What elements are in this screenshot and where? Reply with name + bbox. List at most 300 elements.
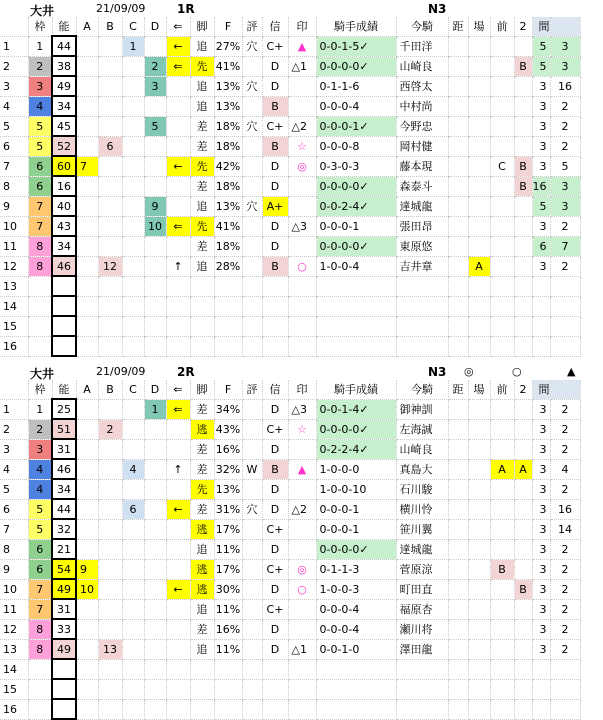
confidence	[262, 699, 288, 719]
prediction-mark: ☆	[288, 419, 316, 439]
rank-d	[144, 419, 166, 439]
running-style: 逃	[190, 519, 214, 539]
distance	[448, 56, 468, 76]
previous	[490, 36, 514, 56]
table-row	[0, 216, 580, 236]
rank-a	[76, 479, 98, 499]
rank-c	[122, 639, 144, 659]
ability-score	[52, 699, 76, 719]
jockey-name: 真島大	[396, 459, 448, 479]
frame-number: 6	[28, 539, 52, 559]
interval-1: 3	[532, 419, 550, 439]
track	[468, 519, 490, 539]
date-label: 21/09/09	[96, 2, 146, 15]
trend-arrow: ⇐	[166, 216, 190, 236]
distance	[448, 659, 468, 679]
race-number-label: 1R	[177, 2, 195, 16]
header-jockey: 今騎	[396, 17, 448, 36]
rank-d	[144, 336, 166, 356]
distance	[448, 76, 468, 96]
interval-1: 3	[532, 559, 550, 579]
front-rate	[214, 276, 242, 296]
rating	[242, 96, 262, 116]
interval-1: 5	[532, 36, 550, 56]
trend-arrow	[166, 559, 190, 579]
jockey-name: 中村尚	[396, 96, 448, 116]
front-rate	[214, 296, 242, 316]
table-row	[0, 136, 580, 156]
row-number: 6	[0, 136, 28, 156]
trend-arrow	[166, 336, 190, 356]
rank-d	[144, 256, 166, 276]
track	[468, 459, 490, 479]
track	[468, 419, 490, 439]
trend-arrow	[166, 679, 190, 699]
ability-score: 38	[52, 56, 76, 76]
header-c: C	[122, 380, 144, 399]
ability-score: 52	[52, 136, 76, 156]
frame-number: 6	[28, 156, 52, 176]
jockey-name: 御神訓	[396, 399, 448, 419]
header-ba: 場	[468, 17, 490, 36]
front-rate: 18%	[214, 176, 242, 196]
entries-table	[0, 380, 581, 720]
distance	[448, 176, 468, 196]
interval-1: 3	[532, 256, 550, 276]
rank-d	[144, 679, 166, 699]
jockey-name: 山崎良	[396, 439, 448, 459]
frame-number: 3	[28, 439, 52, 459]
interval-2: 2	[550, 136, 580, 156]
header-shin: 信	[262, 17, 288, 36]
interval-1: 3	[532, 519, 550, 539]
running-style: 差	[190, 459, 214, 479]
interval-1	[532, 336, 550, 356]
header-record: 騎手成績	[316, 17, 396, 36]
interval-2	[550, 336, 580, 356]
rank-a	[76, 136, 98, 156]
distance	[448, 419, 468, 439]
jockey-name: 山崎良	[396, 56, 448, 76]
rank-b	[98, 56, 122, 76]
second	[514, 216, 532, 236]
rank-d	[144, 599, 166, 619]
header-ba: 場	[468, 380, 490, 399]
header-jockey: 今騎	[396, 380, 448, 399]
interval-2	[550, 316, 580, 336]
table-row	[0, 176, 580, 196]
front-rate: 13%	[214, 196, 242, 216]
rank-d: 2	[144, 56, 166, 76]
table-row	[0, 96, 580, 116]
prediction-mark	[288, 196, 316, 216]
interval-2	[550, 659, 580, 679]
interval-2: 2	[550, 96, 580, 116]
trend-arrow	[166, 439, 190, 459]
second	[514, 316, 532, 336]
front-rate: 18%	[214, 136, 242, 156]
second	[514, 479, 532, 499]
ability-score: 16	[52, 176, 76, 196]
distance	[448, 136, 468, 156]
previous	[490, 56, 514, 76]
interval-1: 3	[532, 479, 550, 499]
rank-a: 7	[76, 156, 98, 176]
rating	[242, 659, 262, 679]
rank-a	[76, 196, 98, 216]
rank-b	[98, 539, 122, 559]
table-row	[0, 36, 580, 56]
jockey-name	[396, 296, 448, 316]
distance	[448, 639, 468, 659]
interval-1: 3	[532, 76, 550, 96]
track	[468, 699, 490, 719]
prediction-mark	[288, 679, 316, 699]
second	[514, 559, 532, 579]
distance	[448, 499, 468, 519]
jockey-name: 達城龍	[396, 539, 448, 559]
jockey-record: 0-0-0-1	[316, 499, 396, 519]
front-rate: 17%	[214, 559, 242, 579]
rating	[242, 619, 262, 639]
rank-d	[144, 156, 166, 176]
jockey-record	[316, 296, 396, 316]
jockey-record	[316, 679, 396, 699]
previous	[490, 316, 514, 336]
distance	[448, 116, 468, 136]
rank-b	[98, 519, 122, 539]
race-2r-section	[0, 363, 603, 720]
rank-a	[76, 399, 98, 419]
prediction-mark	[288, 659, 316, 679]
ability-score: 34	[52, 96, 76, 116]
rank-d: 5	[144, 116, 166, 136]
header-f: F	[214, 17, 242, 36]
rank-d	[144, 699, 166, 719]
track	[468, 336, 490, 356]
race-number-label: 2R	[177, 365, 195, 379]
front-rate	[214, 659, 242, 679]
frame-number	[28, 296, 52, 316]
confidence: C+	[262, 36, 288, 56]
interval-1: 3	[532, 439, 550, 459]
interval-1: 3	[532, 599, 550, 619]
frame-number	[28, 679, 52, 699]
trend-arrow	[166, 479, 190, 499]
rank-c	[122, 276, 144, 296]
rank-b	[98, 499, 122, 519]
rank-a	[76, 659, 98, 679]
rank-b	[98, 36, 122, 56]
header-record: 騎手成績	[316, 380, 396, 399]
previous	[490, 579, 514, 599]
track	[468, 679, 490, 699]
confidence: D	[262, 216, 288, 236]
jockey-record	[316, 699, 396, 719]
jockey-record: 0-0-1-5✓	[316, 36, 396, 56]
rank-d	[144, 316, 166, 336]
interval-1	[532, 659, 550, 679]
jockey-record: 0-3-0-3	[316, 156, 396, 176]
prediction-mark	[288, 599, 316, 619]
rank-d	[144, 539, 166, 559]
jockey-record: 0-0-0-0✓	[316, 56, 396, 76]
running-style: 逃	[190, 559, 214, 579]
ability-score	[52, 296, 76, 316]
prediction-mark	[288, 699, 316, 719]
row-number: 9	[0, 196, 28, 216]
previous	[490, 196, 514, 216]
distance	[448, 399, 468, 419]
ability-score	[52, 276, 76, 296]
confidence: B	[262, 96, 288, 116]
front-rate: 28%	[214, 256, 242, 276]
header-hyo: 評	[242, 380, 262, 399]
frame-number: 8	[28, 639, 52, 659]
jockey-record: 0-0-0-4	[316, 619, 396, 639]
ability-score	[52, 316, 76, 336]
track	[468, 316, 490, 336]
rating	[242, 539, 262, 559]
rank-c	[122, 196, 144, 216]
date-label: 21/09/09	[96, 365, 146, 378]
track	[468, 399, 490, 419]
ability-score: 46	[52, 459, 76, 479]
rating	[242, 599, 262, 619]
prediction-mark: ◎	[288, 559, 316, 579]
front-rate: 41%	[214, 216, 242, 236]
jockey-name: 森泰斗	[396, 176, 448, 196]
confidence	[262, 276, 288, 296]
jockey-record	[316, 336, 396, 356]
rank-d	[144, 619, 166, 639]
rank-d: 9	[144, 196, 166, 216]
rank-c: 4	[122, 459, 144, 479]
confidence: D	[262, 639, 288, 659]
rank-d: 1	[144, 399, 166, 419]
prediction-mark	[288, 296, 316, 316]
interval-2: 2	[550, 419, 580, 439]
row-number: 12	[0, 619, 28, 639]
second	[514, 679, 532, 699]
second	[514, 699, 532, 719]
rank-c	[122, 256, 144, 276]
rank-c	[122, 336, 144, 356]
header-mark-2: ○	[512, 365, 522, 378]
rank-a	[76, 236, 98, 256]
rank-c	[122, 156, 144, 176]
header-mae: 前	[490, 17, 514, 36]
ability-score	[52, 659, 76, 679]
previous	[490, 116, 514, 136]
header-waku: 枠	[28, 380, 52, 399]
confidence: D	[262, 56, 288, 76]
frame-number: 7	[28, 216, 52, 236]
confidence: C+	[262, 116, 288, 136]
jockey-record	[316, 276, 396, 296]
header-waku: 枠	[28, 17, 52, 36]
running-style: 先	[190, 156, 214, 176]
rank-d	[144, 519, 166, 539]
header-nou: 能	[52, 380, 76, 399]
prediction-mark: ▲	[288, 36, 316, 56]
prediction-mark: △3	[288, 399, 316, 419]
ability-score: 46	[52, 256, 76, 276]
jockey-record: 0-0-0-1	[316, 519, 396, 539]
table-row	[0, 499, 580, 519]
track	[468, 479, 490, 499]
frame-number: 5	[28, 519, 52, 539]
frame-number: 2	[28, 56, 52, 76]
second	[514, 276, 532, 296]
previous	[490, 296, 514, 316]
running-style: 追	[190, 36, 214, 56]
interval-2: 2	[550, 539, 580, 559]
confidence	[262, 679, 288, 699]
table-row	[0, 659, 580, 679]
table-row	[0, 256, 580, 276]
interval-2: 3	[550, 36, 580, 56]
previous	[490, 136, 514, 156]
track	[468, 96, 490, 116]
rating	[242, 316, 262, 336]
frame-number	[28, 316, 52, 336]
interval-2: 2	[550, 439, 580, 459]
rank-c	[122, 419, 144, 439]
rating	[242, 56, 262, 76]
jockey-name: 菅原涼	[396, 559, 448, 579]
header-f: F	[214, 380, 242, 399]
jockey-record: 1-0-0-4	[316, 256, 396, 276]
running-style: 差	[190, 439, 214, 459]
jockey-name: 左海誠	[396, 419, 448, 439]
frame-number: 8	[28, 619, 52, 639]
rank-a	[76, 316, 98, 336]
rank-b	[98, 336, 122, 356]
jockey-record: 1-0-0-10	[316, 479, 396, 499]
confidence	[262, 336, 288, 356]
running-style: 差	[190, 116, 214, 136]
prediction-mark	[288, 276, 316, 296]
interval-1	[532, 296, 550, 316]
track	[468, 599, 490, 619]
prediction-mark	[288, 176, 316, 196]
header-kan: 間	[532, 17, 550, 36]
jockey-record: 0-0-0-0✓	[316, 419, 396, 439]
interval-1: 5	[532, 56, 550, 76]
header-blank	[0, 380, 28, 399]
rank-c	[122, 539, 144, 559]
table-row	[0, 619, 580, 639]
second	[514, 659, 532, 679]
confidence: D	[262, 76, 288, 96]
distance	[448, 599, 468, 619]
rank-c	[122, 316, 144, 336]
header-mark-1: ◎	[464, 365, 474, 378]
rank-b	[98, 679, 122, 699]
confidence: D	[262, 579, 288, 599]
rank-d	[144, 176, 166, 196]
second	[514, 539, 532, 559]
interval-1: 3	[532, 116, 550, 136]
table-row	[0, 519, 580, 539]
interval-2	[550, 679, 580, 699]
previous	[490, 519, 514, 539]
row-number: 10	[0, 216, 28, 236]
rank-a	[76, 256, 98, 276]
trend-arrow: ⇐	[166, 399, 190, 419]
interval-1: 3	[532, 216, 550, 236]
frame-number: 5	[28, 136, 52, 156]
running-style: 逃	[190, 579, 214, 599]
rank-b	[98, 276, 122, 296]
jockey-record: 1-0-0-0	[316, 459, 396, 479]
interval-1: 3	[532, 499, 550, 519]
frame-number: 7	[28, 579, 52, 599]
interval-2: 7	[550, 236, 580, 256]
rank-b	[98, 479, 122, 499]
rating	[242, 559, 262, 579]
interval-1: 3	[532, 459, 550, 479]
front-rate	[214, 336, 242, 356]
interval-2: 2	[550, 216, 580, 236]
table-row	[0, 196, 580, 216]
rank-c	[122, 116, 144, 136]
table-row	[0, 336, 580, 356]
rank-b	[98, 96, 122, 116]
running-style: 差	[190, 619, 214, 639]
jockey-name: 岡村健	[396, 136, 448, 156]
header-ni: 2	[514, 380, 532, 399]
second	[514, 336, 532, 356]
rank-c: 6	[122, 499, 144, 519]
rating	[242, 216, 262, 236]
row-number: 7	[0, 519, 28, 539]
front-rate: 13%	[214, 479, 242, 499]
rank-a	[76, 96, 98, 116]
previous	[490, 599, 514, 619]
interval-1: 3	[532, 539, 550, 559]
trend-arrow	[166, 316, 190, 336]
header-b: B	[98, 17, 122, 36]
confidence: D	[262, 236, 288, 256]
frame-number: 1	[28, 36, 52, 56]
table-row	[0, 539, 580, 559]
interval-1: 16	[532, 176, 550, 196]
trend-arrow	[166, 296, 190, 316]
header-a: A	[76, 17, 98, 36]
frame-number	[28, 276, 52, 296]
front-rate: 13%	[214, 96, 242, 116]
interval-1	[532, 316, 550, 336]
interval-1: 6	[532, 236, 550, 256]
rating: 穴	[242, 499, 262, 519]
confidence: D	[262, 619, 288, 639]
rank-a	[76, 276, 98, 296]
running-style: 差	[190, 399, 214, 419]
row-number: 3	[0, 439, 28, 459]
rank-b: 12	[98, 256, 122, 276]
track	[468, 76, 490, 96]
jockey-record: 0-0-0-0✓	[316, 176, 396, 196]
trend-arrow	[166, 96, 190, 116]
rank-b	[98, 156, 122, 176]
row-number: 16	[0, 336, 28, 356]
running-style: 逃	[190, 419, 214, 439]
trend-arrow: ←	[166, 579, 190, 599]
row-number: 15	[0, 679, 28, 699]
interval-2	[550, 699, 580, 719]
